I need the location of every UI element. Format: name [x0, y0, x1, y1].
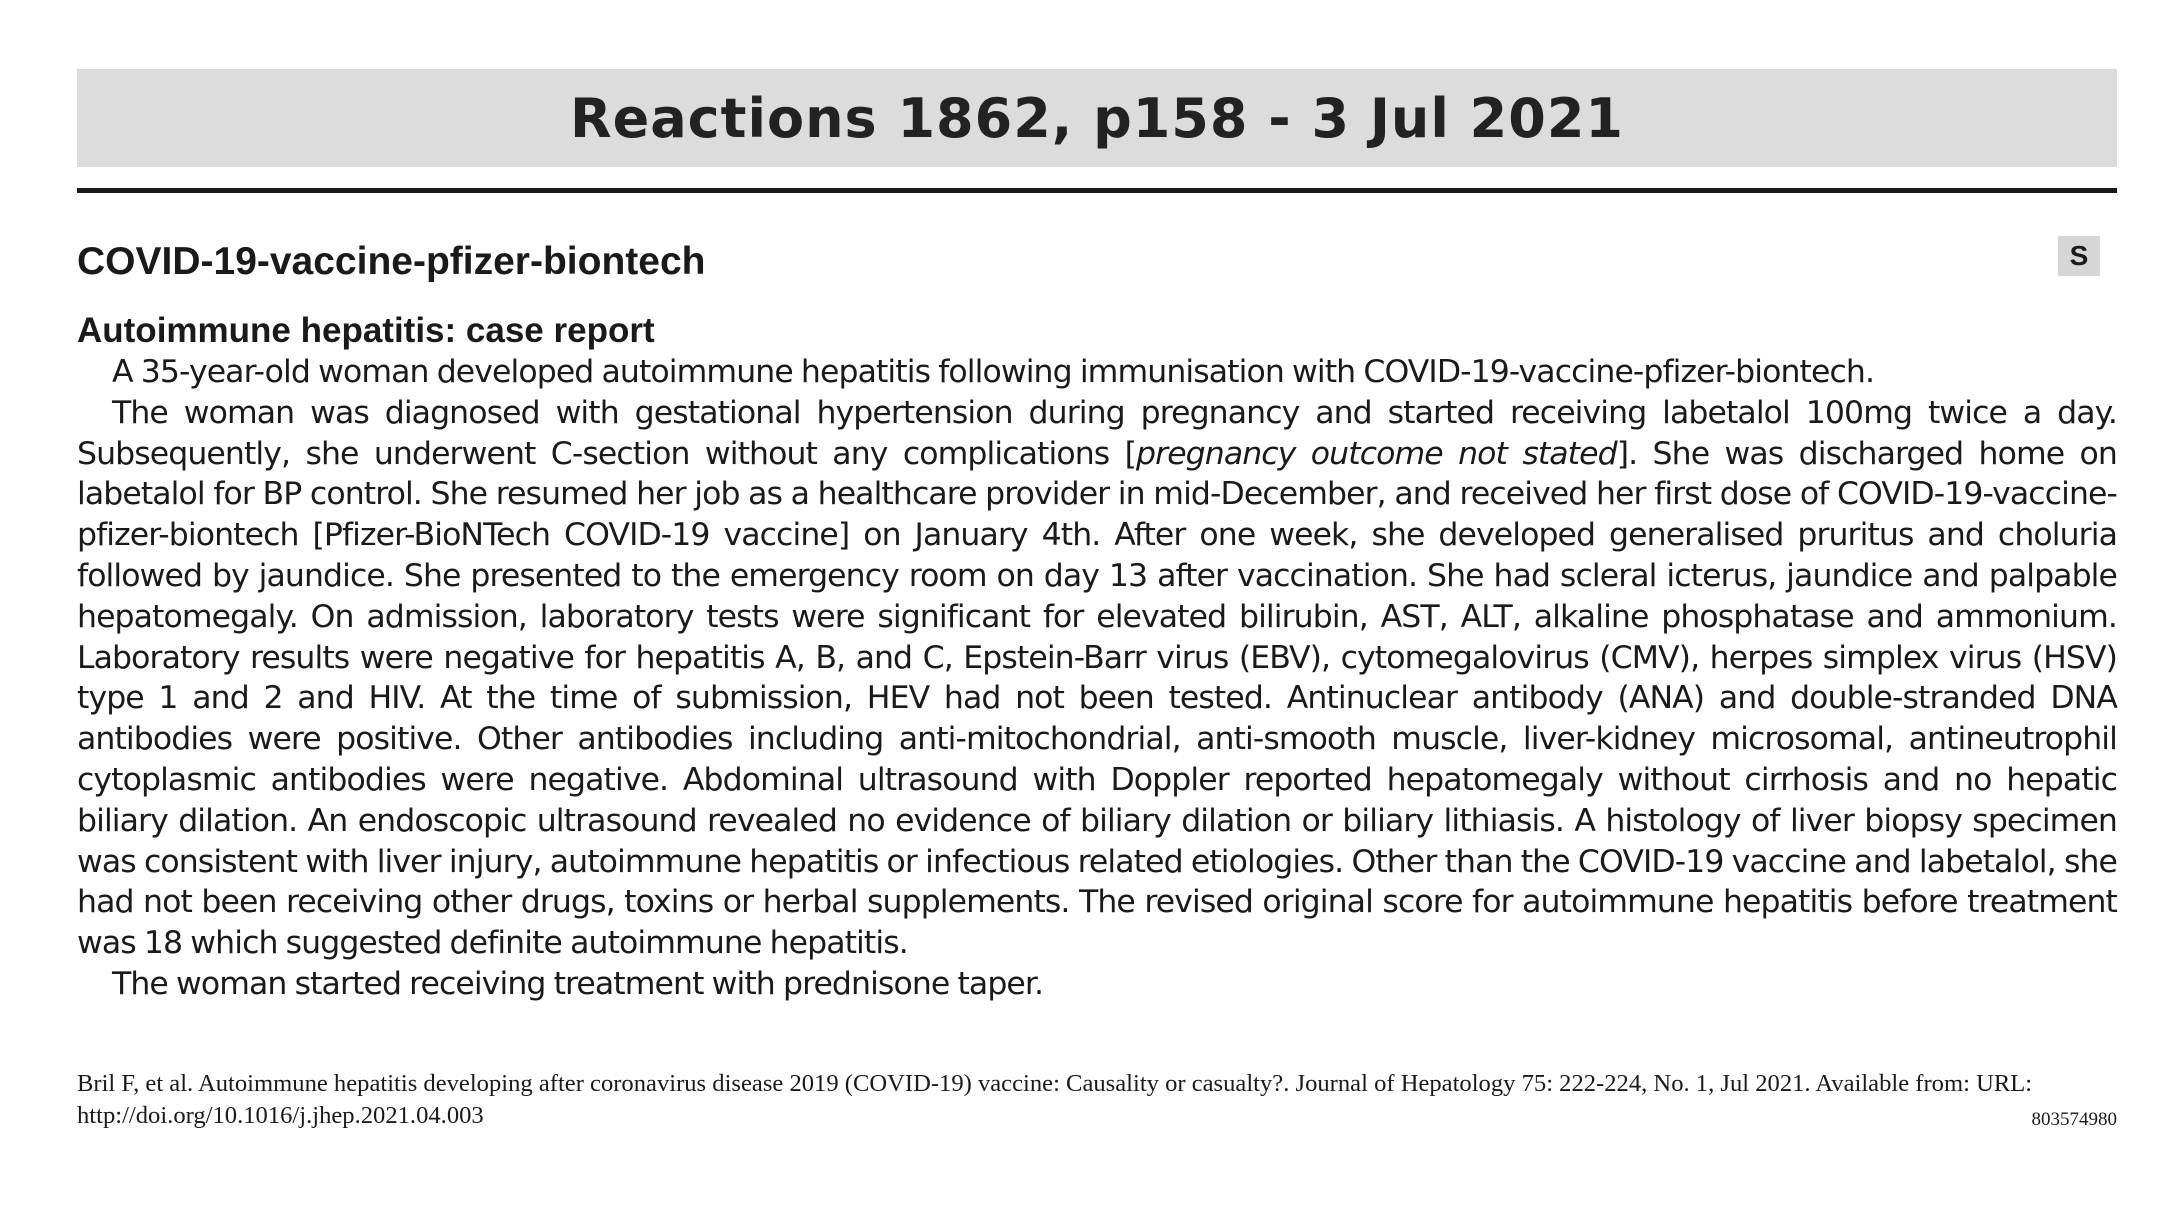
- reference-citation: Bril F, et al. Autoimmune hepatitis developing after coronavirus disease 2019 (COVID-19) vaccine: Causality or casualty?. Journal of Hepatology 75: 222-224, No. 1, Jul 2021. Available from: URL: http://doi.org/10.1016/j.jhep.2021.04.003: [77, 1070, 2033, 1129]
- section-title: Autoimmune hepatitis: case report: [77, 311, 655, 350]
- paragraph-case-details: [77, 393, 2117, 964]
- header-divider: [77, 188, 2117, 193]
- drug-name-heading: COVID-19-vaccine-pfizer-biontech: [77, 240, 706, 283]
- serious-badge: S: [2058, 236, 2100, 276]
- paragraph-case-text-1: The woman was diagnosed with gestational hypertension during pregnancy and started receiving labetalol 100mg twice a day. Subsequently, she underwent C-section without any complications [: [77, 394, 2117, 472]
- article-body: [77, 352, 2117, 1005]
- page-title: Reactions 1862, p158 - 3 Jul 2021: [570, 86, 1624, 150]
- pregnancy-outcome-note: pregnancy outcome not stated: [1136, 435, 1617, 472]
- reference-id: 803574980: [2031, 1109, 2117, 1130]
- paragraph-case-text-2: ]. She was discharged home on labetalol for BP control. She resumed her job as a healthcare provider in mid-December, and received her first dose of COVID-19-vaccine-pfizer-biontech [Pfizer-BioNTech COVID-19 vaccine] on January 4th. After one week, she developed generalised pruritus and choluria followed by jaundice. She presented to the emergency room on day 13 after vaccination. She had scleral icterus, jaundice and palpable hepatomegaly. On admission, laboratory tests were significant for elevated bilirubin, AST, ALT, alkaline phosphatase and ammonium. Laboratory results were negative for hepatitis A, B, and C, Epstein-Barr virus (EBV), cytomegalovirus (CMV), herpes simplex virus (HSV) type 1 and 2 and HIV. At the time of submission, HEV had not been tested. Antinuclear antibody (ANA) and double-stranded DNA antibodies were positive. Other antibodies including anti-mitochondrial, anti-smooth muscle, liver-kidney microsomal, antineutrophil cytoplasmic antibodies were negative. Abdominal ultrasound with Doppler reported hepatomegaly without cirrhosis and no hepatic biliary dilation. An endoscopic ultrasound revealed no evidence of biliary dilation or biliary lithiasis. A histology of liver biopsy specimen was consistent with liver injury, autoimmune hepatitis or infectious related etiologies. Other than the COVID-19 vaccine and labetalol, she had not been receiving other drugs, toxins or herbal supplements. The revised original score for autoimmune hepatitis before treatment was 18 which suggested definite autoimmune hepatitis.: [77, 435, 2117, 962]
- header-band: [77, 69, 2117, 167]
- paragraph-treatment: The woman started receiving treatment with prednisone taper.: [112, 965, 1044, 1002]
- paragraph-intro: A 35-year-old woman developed autoimmune hepatitis following immunisation with COVID-19-vaccine-pfizer-biontech.: [112, 354, 1875, 390]
